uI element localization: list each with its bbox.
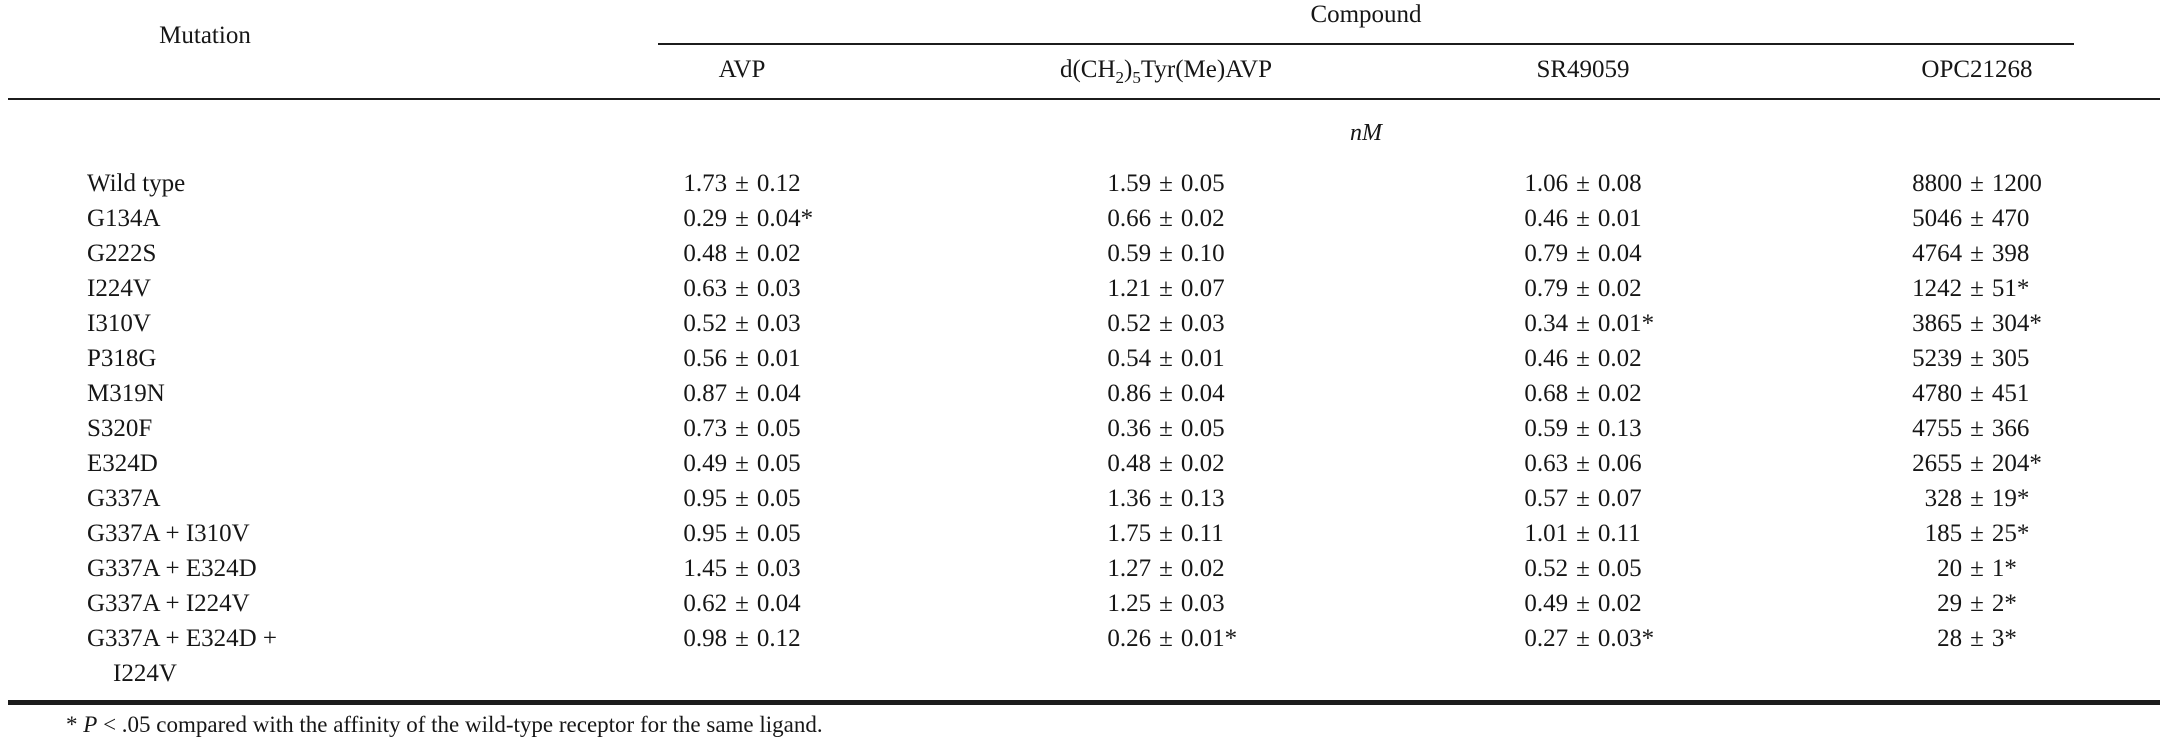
error-value: 304*	[1991, 310, 2042, 337]
plus-minus-sign: ±	[1576, 205, 1590, 232]
error-value: 0.02	[1180, 205, 1225, 232]
mutation-label: G337A + E324D	[87, 555, 257, 582]
plus-minus-sign: ±	[1970, 240, 1984, 267]
subscript: 5	[1132, 68, 1141, 87]
plus-minus-sign: ±	[735, 240, 749, 267]
error-value: 305	[1991, 345, 2030, 372]
error-value: 0.03	[756, 555, 801, 582]
value-cell	[480, 411, 1004, 446]
footnote-p-symbol: P	[83, 712, 98, 737]
mean-value: 0.36	[1107, 415, 1152, 442]
mean-value: 0.79	[1524, 240, 1569, 267]
mean-value: 3865	[1912, 310, 1963, 337]
plus-minus-sign: ±	[735, 380, 749, 407]
value-cell	[1328, 411, 1838, 446]
plus-minus-sign: ±	[1970, 205, 1984, 232]
value-cell	[1838, 481, 2116, 516]
mean-value: 0.95	[683, 520, 728, 547]
plus-minus-sign: ±	[735, 590, 749, 617]
table-row	[0, 586, 2169, 621]
header-text: )	[1124, 56, 1133, 83]
plus-minus-sign: ±	[1970, 520, 1984, 547]
mean-value: 0.63	[1524, 450, 1569, 477]
value-cell	[1838, 621, 2116, 656]
header-text: Tyr(Me)AVP	[1140, 56, 1272, 83]
value-cell	[1004, 446, 1328, 481]
error-value: 0.12	[756, 625, 801, 652]
plus-minus-sign: ±	[1970, 415, 1984, 442]
value-cell	[1004, 481, 1328, 516]
plus-minus-sign: ±	[735, 625, 749, 652]
value-cell	[1004, 271, 1328, 306]
plus-minus-sign: ±	[735, 485, 749, 512]
mean-value: 1.01	[1524, 520, 1569, 547]
plus-minus-sign: ±	[1159, 555, 1173, 582]
mean-value: 0.52	[1107, 310, 1152, 337]
mean-value: 4755	[1912, 415, 1963, 442]
value-cell	[1838, 516, 2116, 551]
mean-value: 1242	[1912, 275, 1963, 302]
mean-value: 0.48	[1107, 450, 1152, 477]
value-cell	[480, 306, 1004, 341]
mean-value: 1.73	[683, 170, 728, 197]
plus-minus-sign: ±	[1970, 625, 1984, 652]
mutation-label: P318G	[87, 345, 157, 372]
table-row	[0, 551, 2169, 586]
error-value: 1200	[1991, 170, 2042, 197]
mutation-label: E324D	[87, 450, 158, 477]
plus-minus-sign: ±	[1576, 310, 1590, 337]
value-cell	[1328, 376, 1838, 411]
plus-minus-sign: ±	[1576, 415, 1590, 442]
error-value: 0.02	[1597, 275, 1642, 302]
mean-value: 0.86	[1107, 380, 1152, 407]
plus-minus-sign: ±	[1576, 625, 1590, 652]
value-cell	[480, 446, 1004, 481]
plus-minus-sign: ±	[735, 450, 749, 477]
header-text: OPC21268	[1921, 56, 2033, 83]
error-value: 0.05	[756, 520, 801, 547]
error-value: 0.07	[1597, 485, 1642, 512]
plus-minus-sign: ±	[1970, 590, 1984, 617]
mean-value: 328	[1924, 485, 1963, 512]
mean-value: 0.49	[683, 450, 728, 477]
plus-minus-sign: ±	[1970, 485, 1984, 512]
mean-value: 0.46	[1524, 205, 1569, 232]
plus-minus-sign: ±	[1159, 345, 1173, 372]
value-cell	[1838, 166, 2116, 201]
plus-minus-sign: ±	[1970, 555, 1984, 582]
plus-minus-sign: ±	[1576, 170, 1590, 197]
error-value: 0.03*	[1597, 625, 1655, 652]
value-cell	[480, 271, 1004, 306]
value-cell	[1328, 516, 1838, 551]
plus-minus-sign: ±	[735, 555, 749, 582]
table-row	[0, 376, 2169, 411]
value-cell	[1004, 376, 1328, 411]
mean-value: 0.52	[1524, 555, 1569, 582]
value-cell	[480, 166, 1004, 201]
plus-minus-sign: ±	[1159, 450, 1173, 477]
mean-value: 0.57	[1524, 485, 1569, 512]
value-cell	[480, 586, 1004, 621]
plus-minus-sign: ±	[1970, 380, 1984, 407]
footnote-significance-marker: *	[66, 712, 84, 737]
plus-minus-sign: ±	[735, 310, 749, 337]
error-value: 0.12	[756, 170, 801, 197]
error-value: 0.02	[1597, 345, 1642, 372]
plus-minus-sign: ±	[735, 415, 749, 442]
mutation-label: M319N	[87, 380, 165, 407]
mean-value: 0.59	[1107, 240, 1152, 267]
error-value: 2*	[1991, 590, 2017, 617]
error-value: 0.11	[1180, 520, 1224, 547]
value-cell	[1004, 201, 1328, 236]
error-value: 0.13	[1180, 485, 1225, 512]
plus-minus-sign: ±	[735, 520, 749, 547]
mean-value: 0.87	[683, 380, 728, 407]
mutation-label: G222S	[87, 240, 157, 267]
table-row	[0, 201, 2169, 236]
mutation-label: G337A + I224V	[87, 590, 250, 617]
unit-label: nM	[1350, 120, 1382, 146]
error-value: 470	[1991, 205, 2030, 232]
value-cell	[1004, 411, 1328, 446]
plus-minus-sign: ±	[1159, 380, 1173, 407]
value-cell	[1838, 341, 2116, 376]
mean-value: 0.46	[1524, 345, 1569, 372]
plus-minus-sign: ±	[735, 170, 749, 197]
mean-value: 0.49	[1524, 590, 1569, 617]
value-cell	[1004, 586, 1328, 621]
error-value: 19*	[1991, 485, 2030, 512]
error-value: 0.02	[756, 240, 801, 267]
plus-minus-sign: ±	[1970, 310, 1984, 337]
error-value: 0.02	[1180, 555, 1225, 582]
mean-value: 0.27	[1524, 625, 1569, 652]
value-cell	[480, 201, 1004, 236]
error-value: 3*	[1991, 625, 2017, 652]
plus-minus-sign: ±	[1159, 415, 1173, 442]
mutation-label: Wild type	[87, 170, 186, 197]
value-cell	[480, 481, 1004, 516]
plus-minus-sign: ±	[1159, 205, 1173, 232]
value-cell	[1004, 621, 1328, 656]
value-cell	[1004, 516, 1328, 551]
subscript: 2	[1115, 68, 1125, 87]
value-cell	[480, 236, 1004, 271]
table-row	[0, 341, 2169, 376]
mutation-label: I224V	[87, 275, 151, 302]
mean-value: 2655	[1912, 450, 1963, 477]
value-cell	[1328, 236, 1838, 271]
error-value: 0.03	[756, 310, 801, 337]
value-cell	[1838, 376, 2116, 411]
mean-value: 0.95	[683, 485, 728, 512]
error-value: 0.05	[1597, 555, 1642, 582]
mean-value: 0.52	[683, 310, 728, 337]
mean-value: 185	[1924, 520, 1963, 547]
error-value: 0.03	[1180, 590, 1225, 617]
value-cell	[1838, 551, 2116, 586]
mean-value: 0.34	[1524, 310, 1569, 337]
mutation-label: G337A + E324D + I224V	[87, 621, 480, 691]
mean-value: 4780	[1912, 380, 1963, 407]
mean-value: 0.98	[683, 625, 728, 652]
plus-minus-sign: ±	[1970, 450, 1984, 477]
header-text: AVP	[718, 56, 766, 83]
plus-minus-sign: ±	[1576, 485, 1590, 512]
error-value: 0.07	[1180, 275, 1225, 302]
value-cell	[1004, 551, 1328, 586]
plus-minus-sign: ±	[1576, 380, 1590, 407]
mean-value: 0.68	[1524, 380, 1569, 407]
value-cell	[1328, 166, 1838, 201]
mean-value: 0.48	[683, 240, 728, 267]
value-cell	[1838, 306, 2116, 341]
error-value: 25*	[1991, 520, 2030, 547]
table-row	[0, 306, 2169, 341]
error-value: 0.01	[1180, 345, 1225, 372]
table-row	[0, 481, 2169, 516]
value-cell	[1328, 551, 1838, 586]
error-value: 0.05	[756, 415, 801, 442]
value-cell	[1328, 341, 1838, 376]
plus-minus-sign: ±	[1576, 450, 1590, 477]
value-cell	[1004, 166, 1328, 201]
mutation-label: G337A + I310V	[87, 520, 250, 547]
value-cell	[1004, 341, 1328, 376]
table-row	[0, 516, 2169, 551]
error-value: 0.04	[756, 590, 801, 617]
plus-minus-sign: ±	[1576, 240, 1590, 267]
mean-value: 0.56	[683, 345, 728, 372]
error-value: 51*	[1991, 275, 2030, 302]
mutation-column-header: Mutation	[159, 22, 251, 49]
error-value: 0.05	[1180, 170, 1225, 197]
table-row	[0, 411, 2169, 446]
compound-group-header: Compound	[1310, 1, 1422, 28]
plus-minus-sign: ±	[1159, 170, 1173, 197]
mutation-label: G337A	[87, 485, 161, 512]
error-value: 0.05	[756, 450, 801, 477]
value-cell	[1328, 621, 1838, 656]
mean-value: 5046	[1912, 205, 1963, 232]
table-row	[0, 271, 2169, 306]
mean-value: 4764	[1912, 240, 1963, 267]
error-value: 0.02	[1180, 450, 1225, 477]
footnote-text: < .05 compared with the affinity of the wild-type receptor for the same ligand.	[97, 712, 823, 737]
error-value: 0.08	[1597, 170, 1642, 197]
mutation-label: S320F	[87, 415, 153, 442]
plus-minus-sign: ±	[1159, 520, 1173, 547]
mean-value: 8800	[1912, 170, 1963, 197]
mean-value: 1.59	[1107, 170, 1152, 197]
plus-minus-sign: ±	[1970, 170, 1984, 197]
plus-minus-sign: ±	[1159, 310, 1173, 337]
mean-value: 1.75	[1107, 520, 1152, 547]
value-cell	[1328, 201, 1838, 236]
plus-minus-sign: ±	[735, 275, 749, 302]
mean-value: 1.21	[1107, 275, 1152, 302]
mean-value: 20	[1937, 555, 1963, 582]
error-value: 398	[1991, 240, 2030, 267]
value-cell	[1004, 236, 1328, 271]
mean-value: 1.06	[1524, 170, 1569, 197]
error-value: 0.04	[1597, 240, 1642, 267]
table-row	[0, 166, 2169, 201]
value-cell	[1838, 411, 2116, 446]
error-value: 0.10	[1180, 240, 1225, 267]
value-cell	[1838, 236, 2116, 271]
mean-value: 0.59	[1524, 415, 1569, 442]
error-value: 0.01	[756, 345, 801, 372]
mean-value: 0.63	[683, 275, 728, 302]
plus-minus-sign: ±	[735, 205, 749, 232]
error-value: 0.01	[1597, 205, 1642, 232]
mean-value: 0.66	[1107, 205, 1152, 232]
plus-minus-sign: ±	[1970, 275, 1984, 302]
mean-value: 1.36	[1107, 485, 1152, 512]
value-cell	[480, 621, 1004, 656]
header-text: SR49059	[1536, 56, 1630, 83]
value-cell	[1328, 306, 1838, 341]
error-value: 0.01*	[1180, 625, 1238, 652]
value-cell	[480, 341, 1004, 376]
plus-minus-sign: ±	[1159, 590, 1173, 617]
value-cell	[480, 376, 1004, 411]
table-bottom-rule	[8, 700, 2160, 705]
mutation-label: G134A	[87, 205, 161, 232]
header-text: d(CH	[1059, 56, 1116, 83]
mean-value: 1.27	[1107, 555, 1152, 582]
value-cell	[1838, 271, 2116, 306]
plus-minus-sign: ±	[1576, 520, 1590, 547]
error-value: 0.04	[756, 380, 801, 407]
value-cell	[1004, 306, 1328, 341]
error-value: 204*	[1991, 450, 2042, 477]
table-row	[0, 236, 2169, 271]
mean-value: 1.45	[683, 555, 728, 582]
error-value: 0.04	[1180, 380, 1225, 407]
plus-minus-sign: ±	[1159, 275, 1173, 302]
plus-minus-sign: ±	[1576, 275, 1590, 302]
value-cell	[1838, 586, 2116, 621]
mean-value: 0.73	[683, 415, 728, 442]
plus-minus-sign: ±	[1576, 345, 1590, 372]
value-cell	[1328, 586, 1838, 621]
mutation-label: I310V	[87, 310, 151, 337]
mean-value: 0.79	[1524, 275, 1569, 302]
error-value: 451	[1991, 380, 2030, 407]
error-value: 0.04*	[756, 205, 814, 232]
plus-minus-sign: ±	[1159, 240, 1173, 267]
value-cell	[480, 551, 1004, 586]
error-value: 0.13	[1597, 415, 1642, 442]
error-value: 0.03	[1180, 310, 1225, 337]
error-value: 1*	[1991, 555, 2017, 582]
mean-value: 0.26	[1107, 625, 1152, 652]
mean-value: 5239	[1912, 345, 1963, 372]
error-value: 0.02	[1597, 590, 1642, 617]
plus-minus-sign: ±	[1576, 555, 1590, 582]
value-cell	[1328, 481, 1838, 516]
mean-value: 0.62	[683, 590, 728, 617]
value-cell	[1328, 446, 1838, 481]
plus-minus-sign: ±	[1970, 345, 1984, 372]
value-cell	[480, 516, 1004, 551]
value-cell	[1328, 271, 1838, 306]
plus-minus-sign: ±	[1576, 590, 1590, 617]
error-value: 0.02	[1597, 380, 1642, 407]
plus-minus-sign: ±	[1159, 485, 1173, 512]
mean-value: 0.54	[1107, 345, 1152, 372]
error-value: 0.06	[1597, 450, 1642, 477]
mean-value: 28	[1937, 625, 1963, 652]
value-cell	[1838, 201, 2116, 236]
value-cell	[1838, 446, 2116, 481]
plus-minus-sign: ±	[1159, 625, 1173, 652]
footnote	[66, 712, 823, 738]
error-value: 0.01*	[1597, 310, 1655, 337]
table-row	[0, 621, 2169, 687]
mutation-label-line2: I224V	[113, 660, 177, 687]
error-value: 0.11	[1597, 520, 1641, 547]
mean-value: 29	[1937, 590, 1963, 617]
error-value: 0.03	[756, 275, 801, 302]
error-value: 0.05	[1180, 415, 1225, 442]
mean-value: 1.25	[1107, 590, 1152, 617]
error-value: 0.05	[756, 485, 801, 512]
error-value: 366	[1991, 415, 2030, 442]
table-row	[0, 446, 2169, 481]
plus-minus-sign: ±	[735, 345, 749, 372]
mean-value: 0.29	[683, 205, 728, 232]
